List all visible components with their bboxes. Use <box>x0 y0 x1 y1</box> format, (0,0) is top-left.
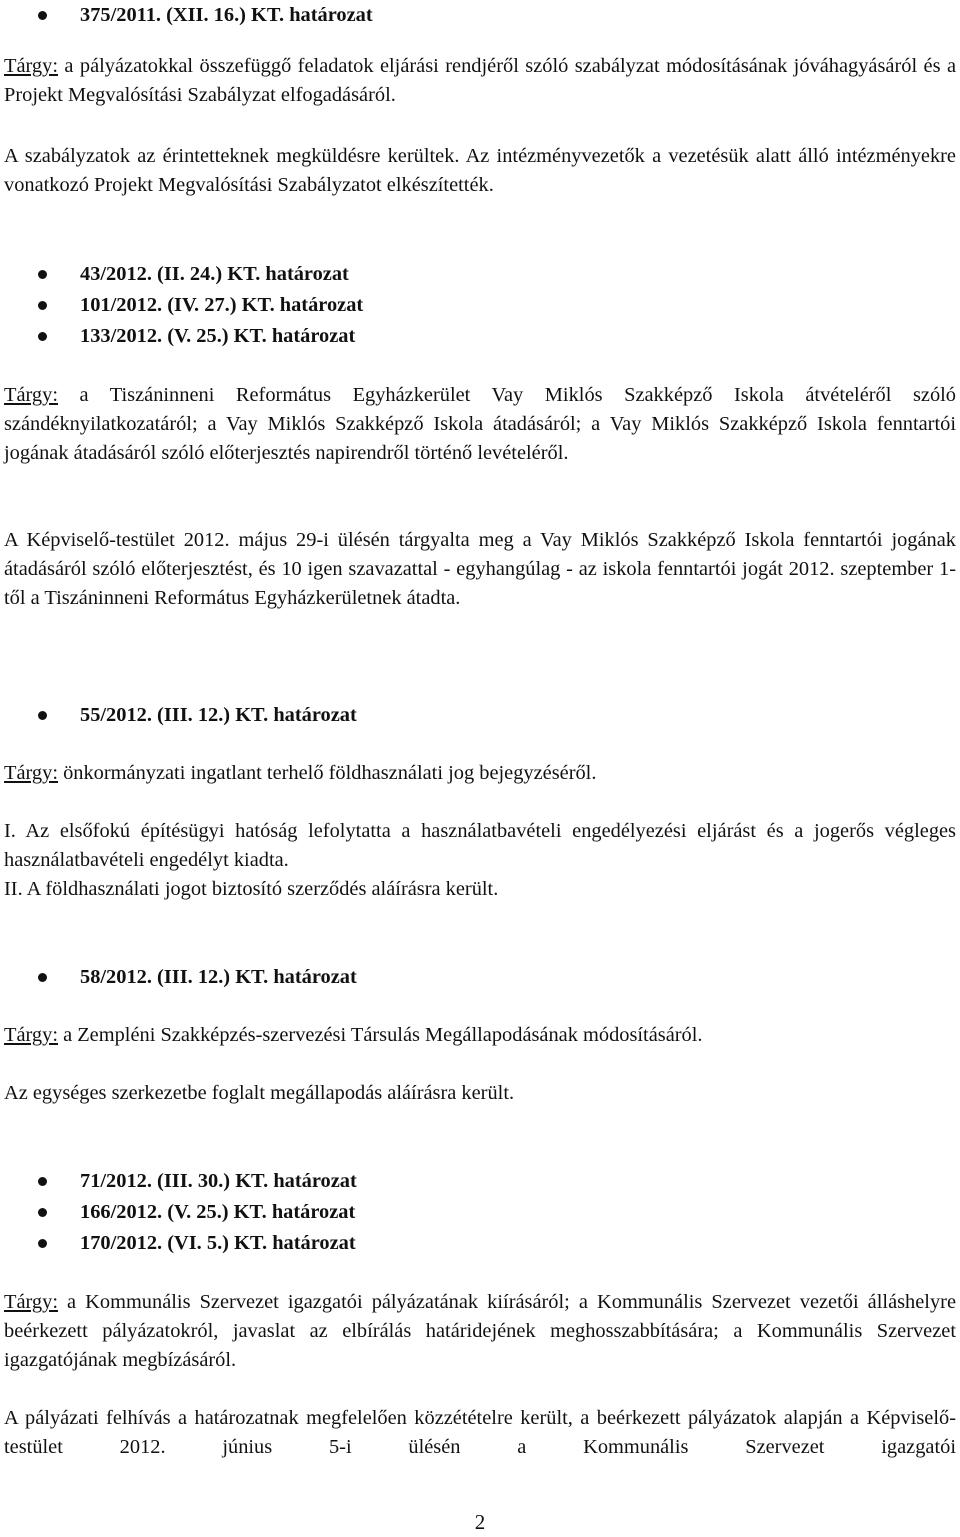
bullet-icon <box>38 301 47 310</box>
bullet-icon <box>38 1239 47 1248</box>
body-paragraph-3a: I. Az elsőfokú építésügyi hatóság lefolytatta a használatbavételi engedélyezési eljárást és a jogerős végleges használatbavételi engedélyt kiadta. <box>4 820 956 871</box>
body-paragraph-1: A szabályzatok az érintetteknek megküldésre kerültek. Az intézményvezetők a vezetésük alatt álló intézményekre vonatkozó Projekt Megvalósítási Szabályzatot elkészítették. <box>4 145 956 196</box>
resolution-heading: 133/2012. (V. 25.) KT. határozat <box>4 321 956 352</box>
subject-label: Tárgy: <box>4 1291 58 1313</box>
subject-text: önkormányzati ingatlant terhelő földhasználati jog bejegyzéséről. <box>57 762 597 784</box>
resolution-heading: 71/2012. (III. 30.) KT. határozat <box>4 1166 956 1197</box>
subject-paragraph-5 <box>4 1288 956 1375</box>
subject-text: a Kommunális Szervezet igazgatói pályázatának kiírásáról; a Kommunális Szervezet vezetői álláshelyre beérkezett pályázatokról, javaslat az elbírálás határidejének meghosszabbítására; a Kommunális Szervezet igazgatójának megbízásáról. <box>4 1291 956 1371</box>
resolution-list-5 <box>4 1166 956 1259</box>
bullet-icon <box>38 1177 47 1186</box>
resolution-list-4 <box>4 962 956 993</box>
bullet-icon <box>38 11 47 20</box>
subject-paragraph-3 <box>4 759 956 788</box>
subject-text: a pályázatokkal összefüggő feladatok eljárási rendjéről szóló szabályzat módosításának jóváhagyásáról és a Projekt Megvalósítási Szabályzat elfogadásáról. <box>4 55 956 106</box>
bullet-icon <box>38 1208 47 1217</box>
subject-paragraph-4 <box>4 1021 956 1050</box>
body-paragraph-3b: II. A földhasználati jogot biztosító szerződés aláírásra került. <box>4 878 499 900</box>
body-paragraph-2: A Képviselő-testület 2012. május 29-i ülésén tárgyalta meg a Vay Miklós Szakképző Iskola fenntartói jogának átadásáról szóló előterjesztést, és 10 igen szavazattal - egyhangúlag - az iskola fenntartói jogát 2012. szeptember 1-től a Tiszáninneni Református Egyházkerületnek átadta. <box>4 529 956 609</box>
body-paragraph-5: A pályázati felhívás a határozatnak megfelelően közzétételre került, a beérkezett pályázatok alapján a Képviselő-testület 2012. június 5-i ülésén a Kommunális Szervezet igazgatói <box>4 1407 956 1458</box>
subject-label: Tárgy: <box>4 384 58 406</box>
subject-text: a Tiszáninneni Református Egyházkerület Vay Miklós Szakképző Iskola átvételéről szóló szándéknyilatkozatáról; a Vay Miklós Szakképző Iskola átadásáról; a Vay Miklós Szakképző Iskola fenntartói jogának átadásáról szóló előterjesztés napirendről történő levételéről. <box>4 384 956 464</box>
resolution-heading: 55/2012. (III. 12.) KT. határozat <box>4 700 956 731</box>
subject-paragraph-2 <box>4 381 956 468</box>
resolution-heading: 43/2012. (II. 24.) KT. határozat <box>4 259 956 290</box>
subject-label: Tárgy: <box>4 1024 58 1046</box>
bullet-icon <box>38 270 47 279</box>
resolution-list-3 <box>4 700 956 731</box>
bullet-icon <box>38 332 47 341</box>
resolution-list-1 <box>4 0 956 31</box>
resolution-heading: 375/2011. (XII. 16.) KT. határozat <box>4 0 956 31</box>
subject-label: Tárgy: <box>4 762 58 784</box>
resolution-heading: 166/2012. (V. 25.) KT. határozat <box>4 1197 956 1228</box>
resolution-heading: 101/2012. (IV. 27.) KT. határozat <box>4 290 956 321</box>
resolution-list-2 <box>4 259 956 352</box>
body-paragraph-4: Az egységes szerkezetbe foglalt megállapodás aláírásra került. <box>4 1082 515 1104</box>
subject-paragraph-1 <box>4 52 956 110</box>
bullet-icon <box>38 973 47 982</box>
resolution-heading: 170/2012. (VI. 5.) KT. határozat <box>4 1228 956 1259</box>
bullet-icon <box>38 711 47 720</box>
page-number: 2 <box>474 1510 486 1534</box>
subject-text: a Zempléni Szakképzés-szervezési Társulás Megállapodásának módosításáról. <box>57 1024 703 1046</box>
subject-label: Tárgy: <box>4 55 58 77</box>
resolution-heading: 58/2012. (III. 12.) KT. határozat <box>4 962 956 993</box>
